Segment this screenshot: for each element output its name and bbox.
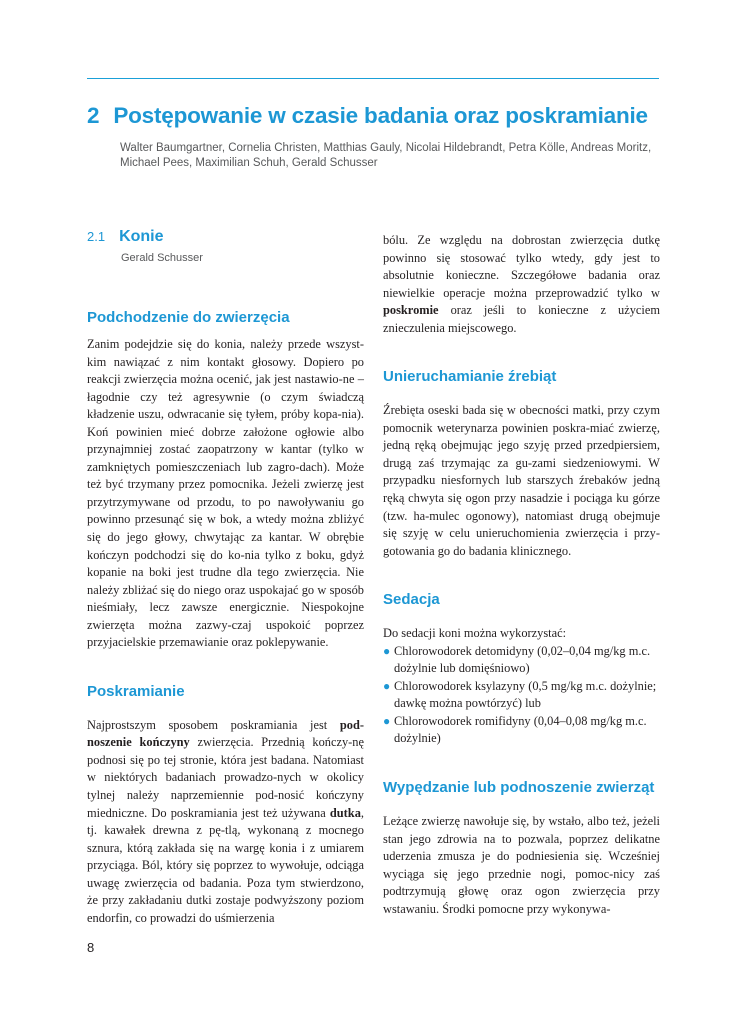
left-column — [87, 228, 364, 927]
bullet-icon: ● — [383, 678, 391, 693]
list-item-text: Chlorowodorek romifidyny (0,04–0,08 mg/kg m.c. dożylnie) — [394, 713, 647, 746]
chapter-number: 2 — [87, 103, 100, 128]
text-run: , tj. kawałek drewna z pę-tlą, wykonaną z mocnego sznura, którą zakłada się na wargę konia i z umiarem przyciąga. Ból, który się poprzez to wywołuje, odciąga uwagę zwierzęcia od badania. Poza tym stwierdzono, że przy zakładaniu dutki zostaje podwyższony poziom endorfin, co prowadzi do uśmierzenia — [87, 805, 364, 925]
text-run: bólu. Ze względu na dobrostan zwierzęcia dutkę powinno się stosować tylko wtedy, gdy jest to absolutnie konieczne. Szczegółowe badania oraz niewielkie operacje można przeprowadzić tylko w — [383, 233, 660, 300]
list-item — [383, 713, 660, 748]
bold-term-twitch: dutka — [329, 805, 361, 820]
bold-term-stocks: poskromie — [383, 303, 439, 318]
chapter-authors: Walter Baumgartner, Cornelia Christen, Matthias Gauly, Nicolai Hildebrandt, Petra Kölle, Andreas Moritz, Michael Pees, Maximilian Schuh, Gerald Schusser — [120, 142, 652, 169]
section-heading — [87, 228, 364, 250]
heading-restraint: Poskramianie — [87, 682, 185, 700]
heading-sedation: Sedacja — [383, 591, 440, 609]
list-item-text: Chlorowodorek ksylazyny (0,5 mg/kg m.c. dożylnie; dawkę można powtórzyć) lub — [394, 678, 657, 711]
bullet-icon: ● — [383, 643, 391, 658]
text-run: Najprostszym sposobem poskramiania jest — [87, 717, 340, 732]
right-column — [383, 228, 660, 918]
paragraph-raising: Leżące zwierzę nawołuje się, by wstało, albo też, jeżeli stan jego zdrowia na to pozwala, poprzez delikatne uderzenia zmusza je do podniesienia się. Wcześniej wyciąga się jego przednie nogi, pomoc-nicy zaś podtrzymują głowę oraz ogon zwierzęcia przy wstawaniu. Środki pomocne przy wykonywa- — [383, 814, 660, 916]
list-item — [383, 678, 660, 713]
paragraph-sedation: Do sedacji koni można wykorzystać: — [383, 626, 567, 641]
section-number: 2.1 — [87, 229, 106, 244]
bold-term-limb-lifting: pod-noszenie kończyny — [87, 717, 364, 750]
list-item-text: Chlorowodorek detomidyny (0,02–0,04 mg/kg m.c. dożylnie lub domięśniowo) — [394, 643, 651, 676]
heading-raising: Wypędzanie lub podnoszenie zwierząt — [383, 779, 655, 797]
top-rule — [87, 78, 659, 79]
list-item — [383, 643, 660, 678]
text-run: zwierzęcia. Przednią kończy-nę podnosi się po tej stronie, która jest badana. Natomiast w niektórych badaniach prowadzo-nych w okolicy tylnej należy naprzemiennie pod-nosić kończyny miedniczne. Do poskramiania jest też używana — [87, 735, 364, 820]
paragraph-approach: Zanim podejdzie się do konia, należy przede wszyst-kim nawiązać z nim kontakt głosowy. Dopiero po reakcji zwierzęcia można ocenić, jak jest nastawio-ne – łagodnie czy też agresywnie (o czym świadczą kładzenie uszu, odwracanie się tyłem, próby kopa-nia). Koń powinien mieć dobrze założone ogłowie albo przynajmniej zostać zaopatrzony w kantar (tylko w zamkniętych pomieszczeniach lub zagro-dach). Może też być trzymany przez pomocnika. Jeżeli zwierzę jest przytrzymywane od przodu, to po nawoływaniu go powinno przesunąć się w bok, a wtedy można zbliżyć się do jego głowy, chwytając za kantar. W obrębie kończyn podchodzi się do ko-nia tylko z boku, gdyż kopanie na boki jest trudne dla tego zwierzęcia. Nie należy zbliżać się do niego oraz uspokajać go w sposób nieśmiały, lecz zawsze energicznie. Niespokojne zwierzęta można zazwy-czaj uspokoić poprzez przyjacielskie przemawianie oraz poklepywanie. — [87, 337, 364, 650]
section-author: Gerald Schusser — [121, 252, 203, 264]
chapter-title-text: Postępowanie w czasie badania oraz poskramianie — [113, 103, 648, 128]
paragraph-restraint-continued — [383, 232, 660, 337]
paragraph-restraint — [87, 717, 364, 928]
bullet-icon: ● — [383, 713, 391, 728]
chapter-title — [87, 103, 648, 129]
paragraph-foals: Źrebięta oseski bada się w obecności matki, przy czym pomocnik weterynarza powinien poskra-miać zwierzę, jedną ręką obejmując jego szyję przed przedpiersiem, drugą zaś trzymając za gu-zami siedzeniowymi. W przypadku niesfornych lub starszych źrebaków jedną ręką chwyta się ogon przy nasadzie i pociąga ku górze (tzw. ha-mulec ogonowy), natomiast drugą obejmuje się szyję w celu unieruchomienia zwierzęcia i przy-gotowania go do badania klinicznego. — [383, 403, 660, 558]
heading-foals: Unieruchamianie źrebiąt — [383, 368, 557, 386]
text-run: oraz jeśli to konieczne z użyciem znieczulenia miejscowego. — [383, 303, 660, 335]
heading-approach: Podchodzenie do zwierzęcia — [87, 309, 290, 326]
page-number: 8 — [87, 940, 95, 955]
sedation-list — [383, 643, 660, 748]
section-title: Konie — [119, 228, 164, 245]
